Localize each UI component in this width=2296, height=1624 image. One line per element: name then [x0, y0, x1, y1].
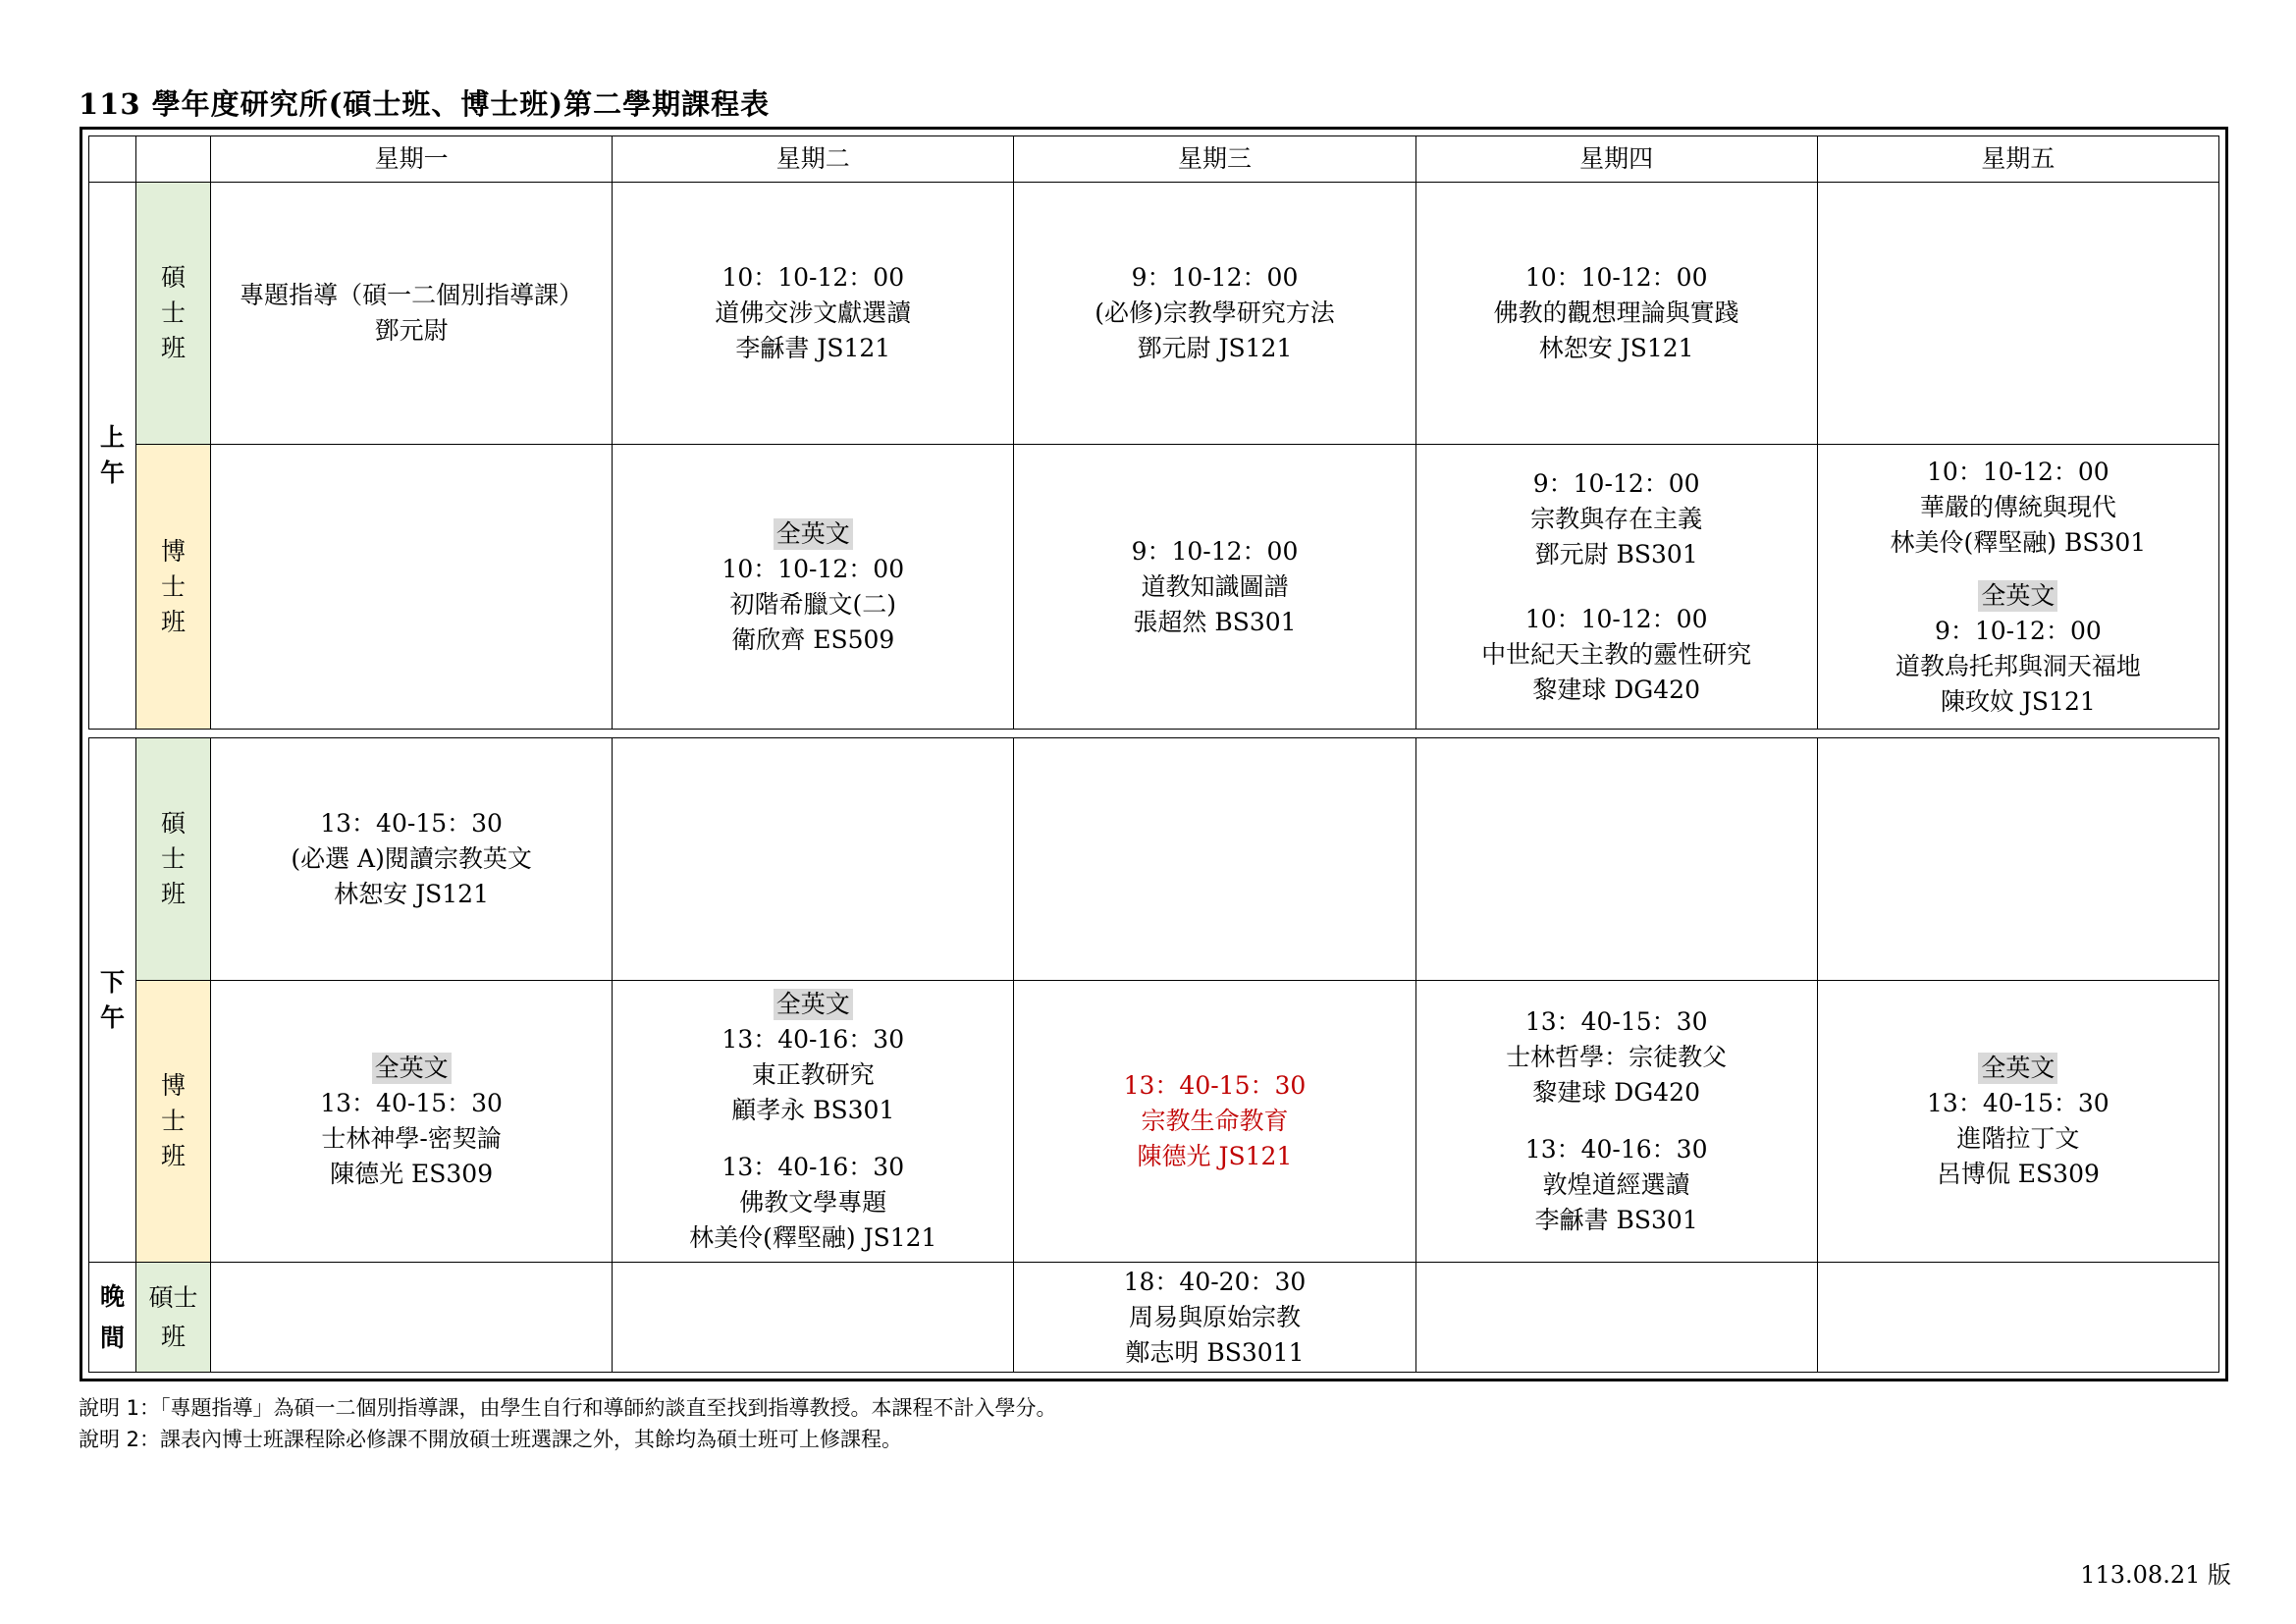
course-cell-empty	[613, 738, 1014, 981]
row-afternoon-ms	[89, 738, 2219, 981]
course-cell-empty	[1415, 1263, 1817, 1373]
day-header: 星期二	[613, 136, 1014, 183]
class-label-evening-ms: 碩士 班	[136, 1263, 211, 1373]
english-tag: 全英文	[774, 518, 853, 550]
course-cell: 全英文 13：40-15：30 士林神學-密契論 陳德光 ES309	[211, 981, 613, 1263]
course-cell: 9：10-12：00 道教知識圖譜 張超然 BS301	[1014, 445, 1415, 730]
course-cell: 全英文 13：40-16：30 東正教研究 顧孝永 BS301 13：40-16：30 佛教文學專題 林美伶(釋堅融) JS121	[613, 981, 1014, 1263]
row-evening-ms	[89, 1263, 2219, 1373]
course-cell: 18：40-20：30 周易與原始宗教 鄭志明 BS3011	[1014, 1263, 1415, 1373]
class-label-ms: 碩 士 班	[136, 183, 211, 445]
english-tag: 全英文	[372, 1053, 452, 1084]
course-cell-empty	[1817, 183, 2218, 445]
class-label-phd: 博 士 班	[136, 981, 211, 1263]
english-tag: 全英文	[774, 989, 853, 1020]
period-morning: 上 午	[89, 183, 136, 730]
period-afternoon: 下 午	[89, 738, 136, 1263]
row-afternoon-phd	[89, 981, 2219, 1263]
schedule-frame	[80, 127, 2228, 1381]
course-cell: 全英文 13：40-15：30 進階拉丁文 呂博侃 ES309	[1817, 981, 2218, 1263]
course-cell-empty	[613, 1263, 1014, 1373]
version-label: 113.08.21 版	[2080, 1561, 2231, 1589]
row-morning-phd	[89, 445, 2219, 730]
course-cell-empty	[1415, 738, 1817, 981]
note-2: 說明 2：課表內博士班課程除必修課不開放碩士班選課之外，其餘均為碩士班可上修課程。	[79, 1428, 903, 1451]
course-cell: 9：10-12：00 (必修)宗教學研究方法 鄧元尉 JS121	[1014, 183, 1415, 445]
corner-cell	[89, 136, 136, 183]
course-cell: 10：10-12：00 華嚴的傳統與現代 林美伶(釋堅融) BS301 全英文 9：10-12：00 道教烏托邦與洞天福地 陳玫妏 JS121	[1817, 445, 2218, 730]
section-separator	[89, 730, 2219, 738]
english-tag: 全英文	[1978, 580, 2057, 612]
class-label-ms: 碩 士 班	[136, 738, 211, 981]
english-tag: 全英文	[1978, 1053, 2057, 1084]
corner-cell	[136, 136, 211, 183]
course-cell: 13：40-15：30 (必選 A)閱讀宗教英文 林恕安 JS121	[211, 738, 613, 981]
class-label-phd: 博 士 班	[136, 445, 211, 730]
day-header: 星期五	[1817, 136, 2218, 183]
course-cell-empty	[211, 445, 613, 730]
day-header: 星期一	[211, 136, 613, 183]
day-header: 星期四	[1415, 136, 1817, 183]
course-cell-empty	[1817, 738, 2218, 981]
course-cell-empty	[211, 1263, 613, 1373]
schedule-table	[88, 135, 2219, 1373]
course-cell: 10：10-12：00 道佛交涉文獻選讀 李龢書 JS121	[613, 183, 1014, 445]
course-cell: 9：10-12：00 宗教與存在主義 鄧元尉 BS301 10：10-12：00 中世紀天主教的靈性研究 黎建球 DG420	[1415, 445, 1817, 730]
course-cell: 全英文 10：10-12：00 初階希臘文(二) 衛欣齊 ES509	[613, 445, 1014, 730]
course-cell-empty	[1817, 1263, 2218, 1373]
course-cell: 13：40-15：30 士林哲學：宗徒教父 黎建球 DG420 13：40-16：30 敦煌道經選讀 李龢書 BS301	[1415, 981, 1817, 1263]
period-evening: 晚 間	[89, 1263, 136, 1373]
course-cell: 專題指導（碩一二個別指導課） 鄧元尉	[211, 183, 613, 445]
course-cell-highlight: 13：40-15：30 宗教生命教育 陳德光 JS121	[1014, 981, 1415, 1263]
page-title: 113 學年度研究所(碩士班、博士班)第二學期課程表	[79, 87, 771, 121]
course-cell-empty	[1014, 738, 1415, 981]
day-header: 星期三	[1014, 136, 1415, 183]
note-1: 說明 1：「專題指導」為碩一二個別指導課，由學生自行和導師約談直至找到指導教授。本課程不計入學分。	[79, 1396, 1057, 1420]
course-cell: 10：10-12：00 佛教的觀想理論與實踐 林恕安 JS121	[1415, 183, 1817, 445]
row-morning-ms	[89, 183, 2219, 445]
header-row	[89, 136, 2219, 183]
